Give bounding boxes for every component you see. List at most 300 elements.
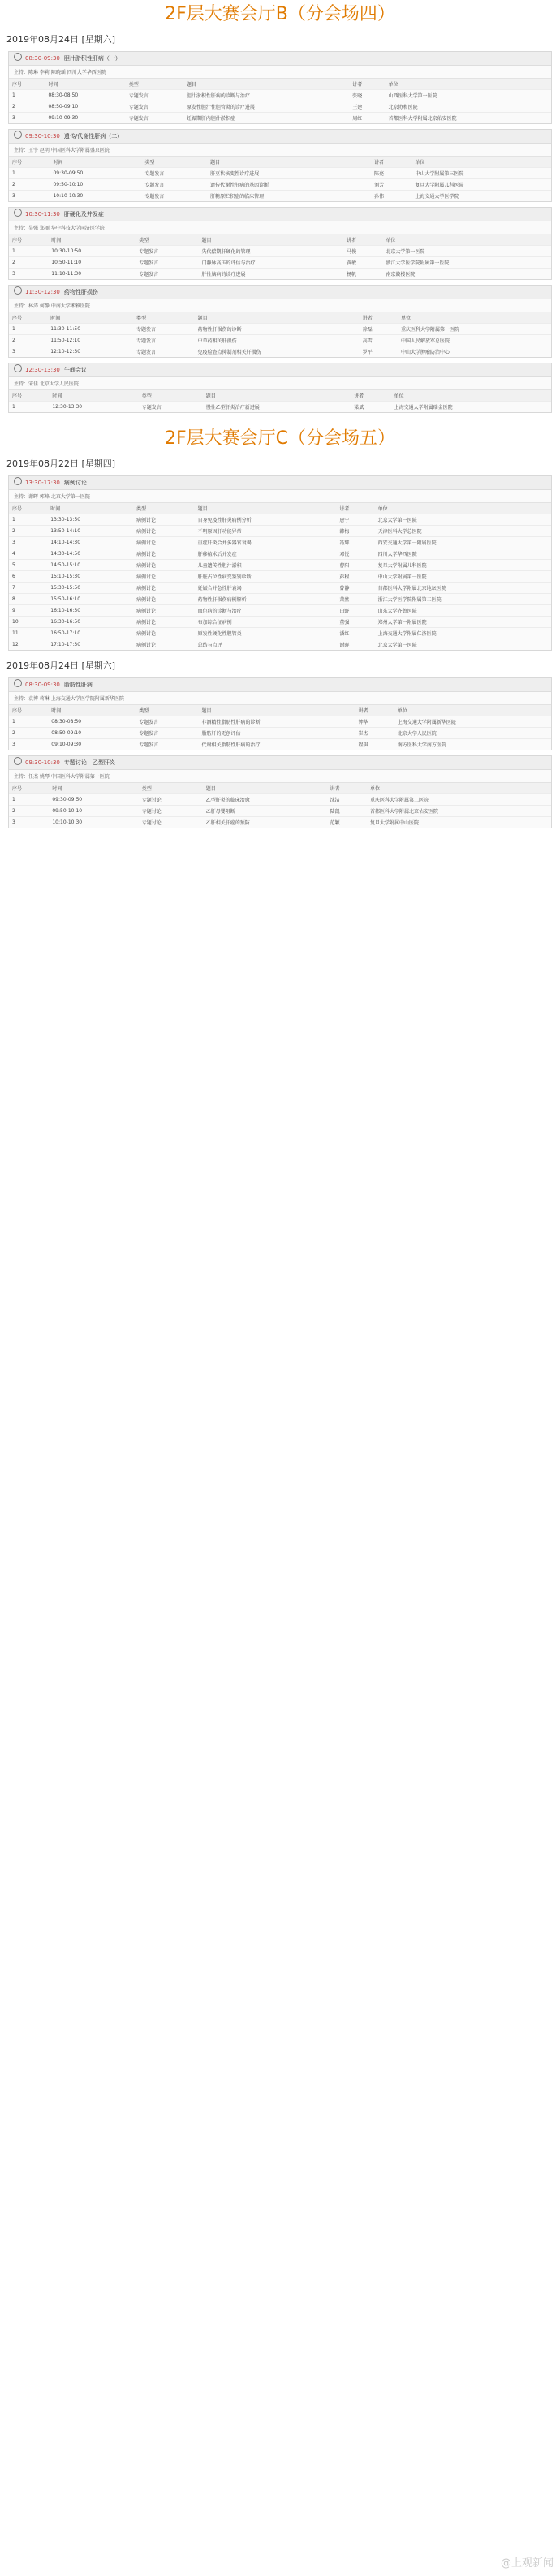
clock-icon [14,679,22,687]
table-cell: 上海交通大学附属新华医院 [394,716,551,728]
table-header-cell: 讲者 [371,157,411,168]
table-cell: 萧然 [336,594,374,605]
session-time: 11:30-12:30 [25,289,60,295]
table-cell: 15:30-15:50 [47,583,133,594]
table-cell: 田野 [336,605,374,617]
table-cell: 10:10-10:30 [49,817,138,828]
table-cell: 不明原因肝功能异常 [195,526,337,537]
table-cell: 儿童遗传性胆汁淤积 [195,560,337,571]
schedule-table [9,782,551,828]
table-cell: 1 [9,514,47,526]
table-row [9,257,551,269]
session-hosts: 主持：吴强 郑丽 华中科技大学同济医学院 [14,226,105,231]
table-cell: 肝性脑病的诊疗进展 [199,269,344,280]
table-row [9,594,551,605]
table-header-cell: 讲者 [351,390,390,402]
table-cell: 布加综合征病例 [195,617,337,628]
clock-icon [14,209,22,217]
table-header-cell: 类型 [136,234,198,246]
table-cell: 妊娠合并急性肝衰竭 [195,583,337,594]
table-cell: 南京鼓楼医院 [382,269,551,280]
schedule-table [9,156,551,201]
table-row [9,628,551,639]
table-cell: 原发性胆汁性胆管炎的诊疗进展 [183,101,349,113]
schedule-table [9,502,551,650]
table-cell: 11:50-12:10 [47,335,133,346]
table-cell: 浙江大学医学院附属第一医院 [382,257,551,269]
table-header-cell: 讲者 [349,79,385,90]
table-cell: 09:10-09:30 [45,113,125,124]
table-cell: 2 [9,526,47,537]
table-header-cell: 题目 [207,157,371,168]
table-cell: 10:50-11:10 [48,257,136,269]
table-cell: 中国人民解放军总医院 [398,335,551,346]
table-cell: 钟华 [355,716,394,728]
table-cell: 重庆医科大学附属第二医院 [367,794,551,806]
session-hosts: 主持：袁博 蒋琳 上海交通大学医学院附属新华医院 [14,696,124,702]
table-cell: 孙伟 [371,191,411,202]
table-cell: 专题发言 [126,90,183,101]
table-cell: 血色病的诊断与治疗 [195,605,337,617]
table-header-row [9,390,551,402]
session-time: 13:30-17:30 [25,480,60,486]
table-cell: 2 [9,335,47,346]
table-cell: 1 [9,716,48,728]
session-hosts: 主持：王宇 赵明 中国医科大学附属盛京医院 [14,148,110,153]
table-cell: 沈洁 [327,794,367,806]
table-cell: 马俊 [343,246,382,257]
table-cell: 药物性肝损伤的诊断 [195,324,360,335]
table-cell: 专题发言 [136,269,198,280]
table-header-row [9,503,551,514]
session-time: 08:30-09:30 [25,682,60,688]
session-hosts: 主持：林涛 何静 中南大学湘雅医院 [14,303,90,309]
session-header [9,52,551,66]
schedule-table [9,312,551,357]
table-header-cell: 序号 [9,234,48,246]
table-header-cell: 单位 [386,79,551,90]
table-cell: 病例讨论 [133,514,195,526]
session-hosts: 主持：任杰 姚琴 中国医科大学附属第一医院 [14,774,110,780]
table-row [9,806,551,817]
table-cell: 乙型肝炎的临床治愈 [203,794,327,806]
table-cell: 2 [9,101,45,113]
table-cell: 专题发言 [126,113,183,124]
table-header-cell: 序号 [9,79,45,90]
table-cell: 9 [9,605,47,617]
date-line: 2019年08月24日 [星期六] [6,34,116,45]
table-cell: 专题发言 [136,716,198,728]
table-row [9,346,551,358]
table-row [9,583,551,594]
table-cell: 崔杰 [355,728,394,739]
table-cell: 脂肪肝的无创评估 [199,728,355,739]
table-header-cell: 类型 [139,783,203,794]
table-cell: 08:50-09:10 [48,728,136,739]
table-header-cell: 单位 [398,312,551,324]
table-row [9,605,551,617]
table-cell: 曹阳 [336,560,374,571]
table-cell: 12:30-13:30 [49,402,138,413]
table-row [9,728,551,739]
table-header-cell: 题目 [203,783,327,794]
table-cell: 高雪 [360,335,398,346]
table-cell: 范颖 [327,817,367,828]
table-row [9,101,551,113]
table-cell: 首都医科大学附属北京地坛医院 [375,583,551,594]
table-cell: 肝豆状核变性诊疗进展 [207,168,371,179]
table-row [9,402,551,413]
table-cell: 3 [9,817,49,828]
table-row [9,739,551,750]
table-header-row [9,79,551,90]
table-header-cell: 题目 [199,705,355,716]
table-header-cell: 讲者 [343,234,382,246]
table-cell: 王建 [349,101,385,113]
table-header-row [9,312,551,324]
table-cell: 门静脉高压的评估与治疗 [199,257,344,269]
table-cell: 10:10-10:30 [50,191,141,202]
session-time: 12:30-13:30 [25,367,60,373]
table-cell: 专题发言 [133,346,195,358]
table-cell: 3 [9,269,48,280]
table-header-row [9,783,551,794]
table-cell: 慢性乙型肝炎治疗新进展 [203,402,351,413]
session-title: 肝硬化及并发症 [63,211,104,217]
table-cell: 1 [9,324,47,335]
table-cell: 4 [9,548,47,560]
table-cell: 2 [9,257,48,269]
table-cell: 免疫检查点抑制剂相关肝损伤 [195,346,360,358]
table-cell: 非酒精性脂肪性肝病的诊断 [199,716,355,728]
table-header-cell: 题目 [195,503,337,514]
table-cell: 16:10-16:30 [47,605,133,617]
session-time: 10:30-11:30 [25,211,60,217]
table-header-cell: 题目 [195,312,360,324]
table-cell: 自身免疫性肝炎病例分析 [195,514,337,526]
table-cell: 8 [9,594,47,605]
table-header-cell: 类型 [136,705,198,716]
table-cell: 13:30-13:50 [47,514,133,526]
table-cell: 邓悦 [336,548,374,560]
table-cell: 2 [9,179,50,191]
table-row [9,90,551,101]
table-cell: 山西医科大学第一医院 [386,90,551,101]
table-header-cell: 类型 [139,390,203,402]
table-cell: 10 [9,617,47,628]
watermark: @上观新闻 [500,2557,554,2570]
table-cell: 08:50-09:10 [45,101,125,113]
table-row [9,514,551,526]
clock-icon [14,286,22,295]
table-cell: 专题发言 [133,335,195,346]
session-header [9,286,551,299]
table-row [9,639,551,651]
table-cell: 08:30-08:50 [48,716,136,728]
table-header-cell: 单位 [411,157,551,168]
table-cell: 14:50-15:10 [47,560,133,571]
table-cell: 胆汁淤积性肝病的诊断与治疗 [183,90,349,101]
session-title: 药物性肝损伤 [63,289,98,295]
table-cell: 09:10-09:30 [48,739,136,750]
table-cell: 乙肝相关肝癌的预防 [203,817,327,828]
table-header-cell: 单位 [394,705,551,716]
hall-title: 2F层大赛会厅B（分会场四） [165,4,395,24]
table-cell: 专题发言 [136,739,198,750]
table-cell: 12 [9,639,47,651]
table-cell: 11:10-11:30 [48,269,136,280]
table-cell: 罗平 [360,346,398,358]
table-cell: 14:30-14:50 [47,548,133,560]
session-block [8,207,552,280]
table-cell: 病例讨论 [133,639,195,651]
table-cell: 16:50-17:10 [47,628,133,639]
clock-icon [14,131,22,139]
table-cell: 17:10-17:30 [47,639,133,651]
table-cell: 3 [9,739,48,750]
table-cell: 12:10-12:30 [47,346,133,358]
table-cell: 1 [9,794,49,806]
clock-icon [14,757,22,765]
table-header-cell: 时间 [49,783,138,794]
table-cell: 遗传代谢性肝病的基因诊断 [207,179,371,191]
table-cell: 09:30-09:50 [49,794,138,806]
session-title: 病例讨论 [63,480,87,486]
table-cell: 7 [9,583,47,594]
table-cell: 专题发言 [141,168,207,179]
table-header-cell: 单位 [382,234,551,246]
table-cell: 潘红 [336,628,374,639]
table-cell: 谢晖 [336,639,374,651]
table-cell: 1 [9,402,49,413]
table-cell: 3 [9,191,50,202]
session-header [9,130,551,144]
table-cell: 山东大学齐鲁医院 [375,605,551,617]
table-row [9,794,551,806]
table-cell: 专题发言 [136,257,198,269]
table-row [9,335,551,346]
table-row [9,617,551,628]
table-header-cell: 序号 [9,390,49,402]
table-cell: 10:30-10:50 [48,246,136,257]
table-header-cell: 序号 [9,312,47,324]
table-cell: 陈亮 [371,168,411,179]
table-header-row [9,705,551,716]
table-header-cell: 讲者 [355,705,394,716]
session-header [9,678,551,692]
spacer [0,418,560,424]
table-cell: 15:50-16:10 [47,594,133,605]
schedule-table [9,389,551,412]
table-header-cell: 类型 [133,503,195,514]
table-cell: 郑州大学第一附属医院 [375,617,551,628]
date-line: 2019年08月22日 [星期四] [6,458,116,469]
table-cell: 专题讨论 [139,794,203,806]
table-row [9,324,551,335]
table-cell: 北京大学第一医院 [382,246,551,257]
table-cell: 黄敏 [343,257,382,269]
session-title: 脂肪性肝病 [63,682,93,688]
table-cell: 14:10-14:30 [47,537,133,548]
table-row [9,548,551,560]
table-header-cell: 类型 [141,157,207,168]
session-title: 遗传/代谢性肝病（二） [63,133,123,140]
session-time: 08:30-09:30 [25,55,60,62]
table-cell: 上海交通大学附属瑞金医院 [391,402,551,413]
table-cell: 病例讨论 [133,571,195,583]
table-cell: 5 [9,560,47,571]
table-header-cell: 序号 [9,705,48,716]
table-cell: 16:30-16:50 [47,617,133,628]
table-cell: 3 [9,537,47,548]
table-cell: 妊娠期肝内胆汁淤积症 [183,113,349,124]
table-cell: 复旦大学附属儿科医院 [375,560,551,571]
table-cell: 专题讨论 [139,806,203,817]
table-cell: 张晓 [349,90,385,101]
session-hosts: 主持：陈琳 李莉 陈晓瑶 四川大学华西医院 [14,70,106,75]
session-block [8,755,552,828]
hall-title: 2F层大赛会厅C（分会场五） [164,428,395,449]
table-row [9,113,551,124]
table-cell: 09:50-10:10 [49,806,138,817]
table-header-cell: 讲者 [360,312,398,324]
session-title: 胆汁淤积性肝病（一） [63,55,121,62]
table-cell: 南方医科大学南方医院 [394,739,551,750]
table-row [9,560,551,571]
session-time: 09:30-10:30 [25,133,60,140]
table-cell: 专题讨论 [139,817,203,828]
session-hosts: 主持：谢晖 郭峰 北京大学第一医院 [14,494,90,500]
schedule-table [9,234,551,279]
table-cell: 乙肝母婴阻断 [203,806,327,817]
table-row [9,269,551,280]
table-cell: 中山大学肿瘤防治中心 [398,346,551,358]
table-cell: 代谢相关脂肪性肝病的治疗 [199,739,355,750]
schedule-table [9,78,551,123]
table-cell: 浙江大学医学院附属第二医院 [375,594,551,605]
table-cell: 专题发言 [126,101,183,113]
session-hosts: 主持：宋佳 北京大学人民医院 [14,381,79,387]
table-cell: 原发性硬化性胆管炎 [195,628,337,639]
table-row [9,537,551,548]
table-cell: 重庆医科大学附属第一医院 [398,324,551,335]
table-cell: 刘芳 [371,179,411,191]
table-cell: 2 [9,728,48,739]
table-cell: 6 [9,571,47,583]
table-cell: 徐磊 [360,324,398,335]
table-cell: 11 [9,628,47,639]
table-row [9,246,551,257]
table-cell: 唐宁 [336,514,374,526]
table-cell: 肝糖原贮积症的临床管理 [207,191,371,202]
table-cell: 11:30-11:50 [47,324,133,335]
table-cell: 杨帆 [343,269,382,280]
table-cell: 2 [9,806,49,817]
table-cell: 北京大学第一医院 [375,639,551,651]
table-cell: 冯辉 [336,537,374,548]
table-row [9,168,551,179]
clock-icon [14,364,22,372]
table-header-cell: 序号 [9,783,49,794]
table-cell: 梁斌 [351,402,390,413]
table-header-cell: 题目 [199,234,344,246]
table-cell: 病例讨论 [133,617,195,628]
table-header-cell: 时间 [45,79,125,90]
table-cell: 病例讨论 [133,526,195,537]
table-cell: 专题发言 [136,246,198,257]
session-header [9,756,551,770]
table-cell: 肝脏占位性病变鉴别诊断 [195,571,337,583]
table-cell: 病例讨论 [133,548,195,560]
table-header-cell: 时间 [48,705,136,716]
table-row [9,191,551,202]
table-cell: 病例讨论 [133,594,195,605]
table-header-cell: 时间 [50,157,141,168]
table-cell: 北京协和医院 [386,101,551,113]
table-header-cell: 时间 [49,390,138,402]
clock-icon [14,477,22,485]
table-header-cell: 讲者 [327,783,367,794]
table-cell: 程琪 [355,739,394,750]
clock-icon [14,53,22,61]
table-cell: 首都医科大学附属北京佑安医院 [386,113,551,124]
table-cell: 15:10-15:30 [47,571,133,583]
table-header-cell: 单位 [367,783,551,794]
table-cell: 13:50-14:10 [47,526,133,537]
session-block [8,363,552,413]
spacer [0,833,560,840]
table-header-cell: 单位 [391,390,551,402]
table-header-cell: 时间 [47,503,133,514]
table-header-cell: 讲者 [336,503,374,514]
session-time: 09:30-10:30 [25,759,60,766]
table-cell: 3 [9,113,45,124]
table-cell: 复旦大学附属中山医院 [367,817,551,828]
table-cell: 韩梅 [336,526,374,537]
table-cell: 西安交通大学第一附属医院 [375,537,551,548]
table-row [9,179,551,191]
table-header-row [9,157,551,168]
table-cell: 专题发言 [141,191,207,202]
table-cell: 上海交通大学附属仁济医院 [375,628,551,639]
table-header-cell: 类型 [126,79,183,90]
table-cell: 1 [9,246,48,257]
table-cell: 北京大学第一医院 [375,514,551,526]
table-row [9,571,551,583]
table-cell: 专题发言 [133,324,195,335]
table-cell: 四川大学华西医院 [375,548,551,560]
session-title: 专题讨论：乙型肝炎 [63,759,115,766]
table-cell: 曾静 [336,583,374,594]
table-cell: 周红 [349,113,385,124]
table-row [9,526,551,537]
session-header [9,363,551,377]
table-cell: 1 [9,90,45,101]
table-cell: 复旦大学附属儿科医院 [411,179,551,191]
table-cell: 首都医科大学附属北京佑安医院 [367,806,551,817]
table-cell: 北京大学人民医院 [394,728,551,739]
table-cell: 病例讨论 [133,560,195,571]
table-cell: 董强 [336,617,374,628]
date-line: 2019年08月24日 [星期六] [6,660,116,671]
table-header-cell: 类型 [133,312,195,324]
table-row [9,817,551,828]
table-cell: 中山大学附属第一医院 [375,571,551,583]
table-cell: 中草药相关肝损伤 [195,335,360,346]
table-cell: 肝移植术后并发症 [195,548,337,560]
table-header-row [9,234,551,246]
table-cell: 1 [9,168,50,179]
